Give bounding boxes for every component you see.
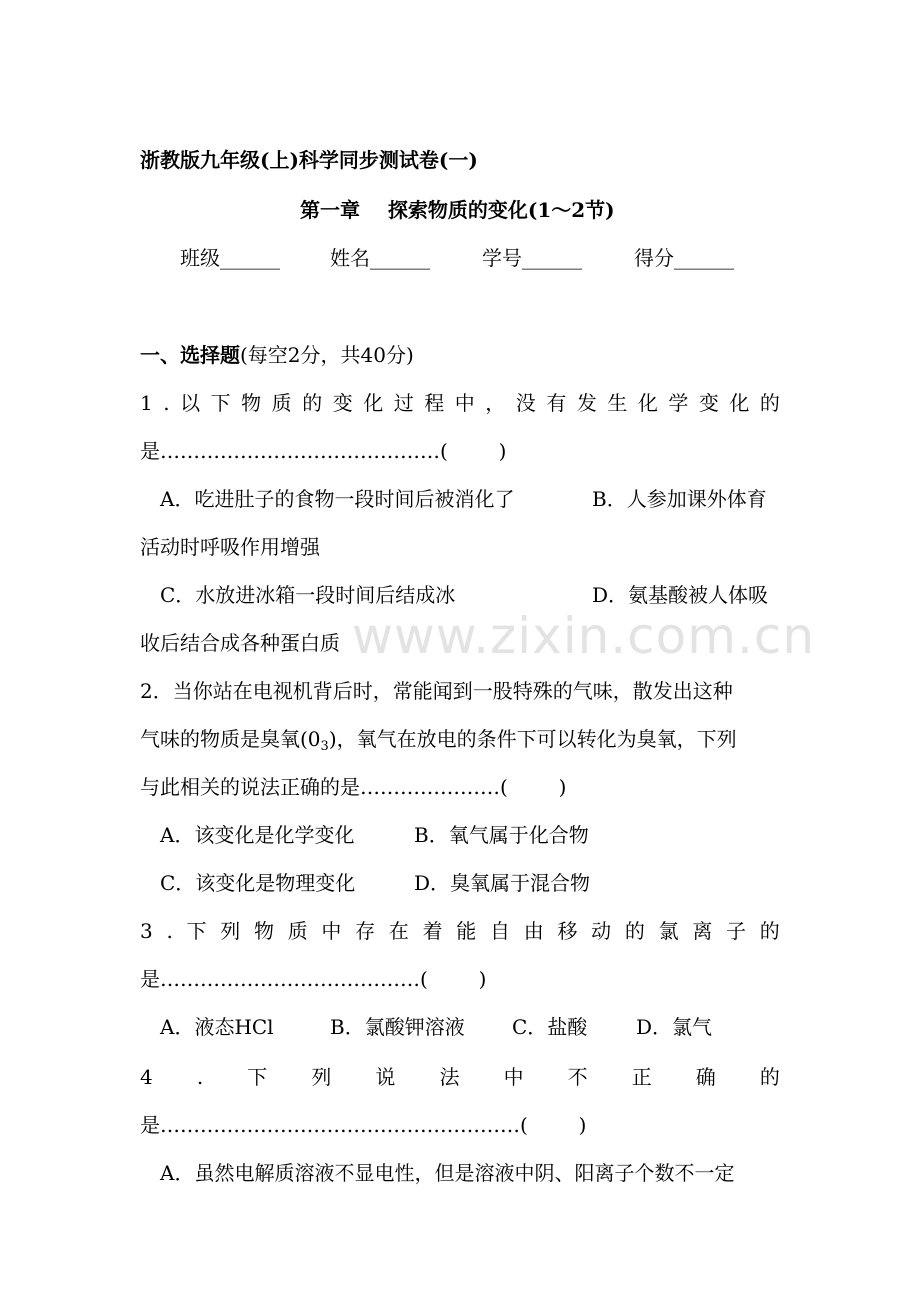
section-heading-note: (每空2分，共40分) xyxy=(240,343,414,367)
q4-stem-char: 确 xyxy=(695,1065,716,1089)
q1-option-c: C．水放进冰箱一段时间后结成冰 xyxy=(160,583,456,607)
q3-stem-char: 由 xyxy=(523,919,544,943)
q1-stem-char: ， xyxy=(485,391,506,415)
q3-stem-char: 的 xyxy=(624,919,645,943)
q3-stem-char: 着 xyxy=(422,919,443,943)
q4-stem-char: 中 xyxy=(503,1065,524,1089)
q1-stem-char: 过 xyxy=(393,391,414,415)
chapter-title: 第一章 探索物质的变化(1～2节) xyxy=(300,198,615,222)
name-field: 姓名______ xyxy=(330,246,430,270)
q1-stem-end: 是……………………………………( ) xyxy=(140,439,507,463)
q1-stem-char: 化 xyxy=(637,391,658,415)
q2-stem-line3: 与此相关的说法正确的是…………………( ) xyxy=(140,775,567,799)
q1-stem-char: 发 xyxy=(576,391,597,415)
q2-stem-line2-a: 气味的物质是臭氧(0 xyxy=(140,727,321,751)
q3-stem-char: 子 xyxy=(726,919,747,943)
q3-stem-char: 能 xyxy=(456,919,477,943)
q4-stem-end: 是………………………………………………( ) xyxy=(140,1113,587,1137)
q2-stem-line2-b: )，氧气在放电的条件下可以转化为臭氧，下列 xyxy=(328,727,737,751)
q2-stem-line2 xyxy=(140,725,737,761)
q1-stem-char: 以 xyxy=(180,391,201,415)
score-field: 得分______ xyxy=(634,246,734,270)
q1-stem-char: 没 xyxy=(515,391,536,415)
q2-option-d: D．臭氧属于混合物 xyxy=(414,871,591,895)
q3-stem-char: 质 xyxy=(287,919,308,943)
q1-option-d: D．氨基酸被人体吸 xyxy=(592,583,769,607)
q4-stem-char: 4 xyxy=(140,1065,153,1089)
q3-option-c: C．盐酸 xyxy=(512,1015,588,1039)
q3-stem-char: . xyxy=(166,919,173,943)
q3-stem-char: 自 xyxy=(490,919,510,943)
q3-stem-char: 物 xyxy=(253,919,274,943)
q4-stem-char: 列 xyxy=(311,1065,332,1089)
q3-stem-char: 列 xyxy=(220,919,241,943)
q1-option-b: B．人参加课外体育 xyxy=(592,487,767,511)
q3-stem-char: 中 xyxy=(321,919,342,943)
q1-stem-char: 质 xyxy=(271,391,292,415)
q4-stem-char: 说 xyxy=(375,1065,396,1089)
q2-option-b: B．氧气属于化合物 xyxy=(414,823,589,847)
q1-option-b-cont: 活动时呼吸作用增强 xyxy=(140,535,320,559)
q3-stem-char: 存 xyxy=(355,919,376,943)
q4-stem-char: 不 xyxy=(567,1065,588,1089)
q1-stem-char: 学 xyxy=(668,391,689,415)
q2-stem-line1: 2．当你站在电视机背后时，常能闻到一股特殊的气味，散发出这种 xyxy=(140,679,733,703)
q2-option-a: A．该变化是化学变化 xyxy=(160,823,355,847)
q1-stem-char: 生 xyxy=(607,391,628,415)
q1-stem xyxy=(140,389,780,417)
q3-stem-end: 是…………………………………( ) xyxy=(140,967,487,991)
q3-stem-char: 下 xyxy=(186,919,207,943)
watermark: www.zixin.com.cn xyxy=(352,607,816,665)
q1-option-d-cont: 收后结合成各种蛋白质 xyxy=(140,631,340,655)
q1-stem-char: 1 xyxy=(140,391,153,415)
q3-stem-char: 在 xyxy=(388,919,409,943)
section-heading xyxy=(140,341,414,369)
q4-stem xyxy=(140,1063,780,1091)
q3-stem-char: 动 xyxy=(591,919,612,943)
q4-option-a: A．虽然电解质溶液不显电性，但是溶液中阴、阳离子个数不一定 xyxy=(160,1161,735,1185)
q2-option-c: C．该变化是物理变化 xyxy=(160,871,356,895)
q1-stem-char: 化 xyxy=(363,391,384,415)
q1-stem-char: 变 xyxy=(332,391,353,415)
q3-stem-char: 3 xyxy=(140,919,153,943)
q3-stem xyxy=(140,917,780,945)
q1-stem-char: 程 xyxy=(424,391,445,415)
q3-option-b: B．氯酸钾溶液 xyxy=(330,1015,465,1039)
q1-stem-char: 物 xyxy=(241,391,262,415)
section-heading-title: 一、选择题 xyxy=(140,343,240,367)
q3-stem-char: 移 xyxy=(557,919,578,943)
q1-option-a: A．吃进肚子的食物一段时间后被消化了 xyxy=(160,487,515,511)
q1-stem-char: 化 xyxy=(729,391,750,415)
q4-stem-char: . xyxy=(196,1065,204,1089)
q3-stem-char: 氯 xyxy=(658,919,679,943)
class-field: 班级______ xyxy=(180,246,280,270)
q1-stem-char: 的 xyxy=(759,391,780,415)
q1-stem-char: 的 xyxy=(302,391,323,415)
q4-stem-char: 正 xyxy=(631,1065,652,1089)
q1-stem-char: . xyxy=(163,391,170,415)
q3-stem-char: 的 xyxy=(759,919,780,943)
q4-stem-char: 法 xyxy=(439,1065,460,1089)
q1-stem-char: 有 xyxy=(546,391,567,415)
student-id-field: 学号______ xyxy=(482,246,582,270)
q2-stem-line2-sub: 3 xyxy=(320,739,329,754)
exam-title: 浙教版九年级(上)科学同步测试卷(一) xyxy=(140,148,478,172)
q4-stem-char: 的 xyxy=(759,1065,780,1089)
q1-stem-char: 变 xyxy=(698,391,719,415)
q3-option-d: D．氯气 xyxy=(636,1015,713,1039)
q4-stem-char: 下 xyxy=(247,1065,268,1089)
q1-stem-char: 下 xyxy=(210,391,231,415)
q1-stem-char: 中 xyxy=(454,391,475,415)
q3-stem-char: 离 xyxy=(692,919,713,943)
q3-option-a: A．液态HCl xyxy=(160,1015,274,1039)
